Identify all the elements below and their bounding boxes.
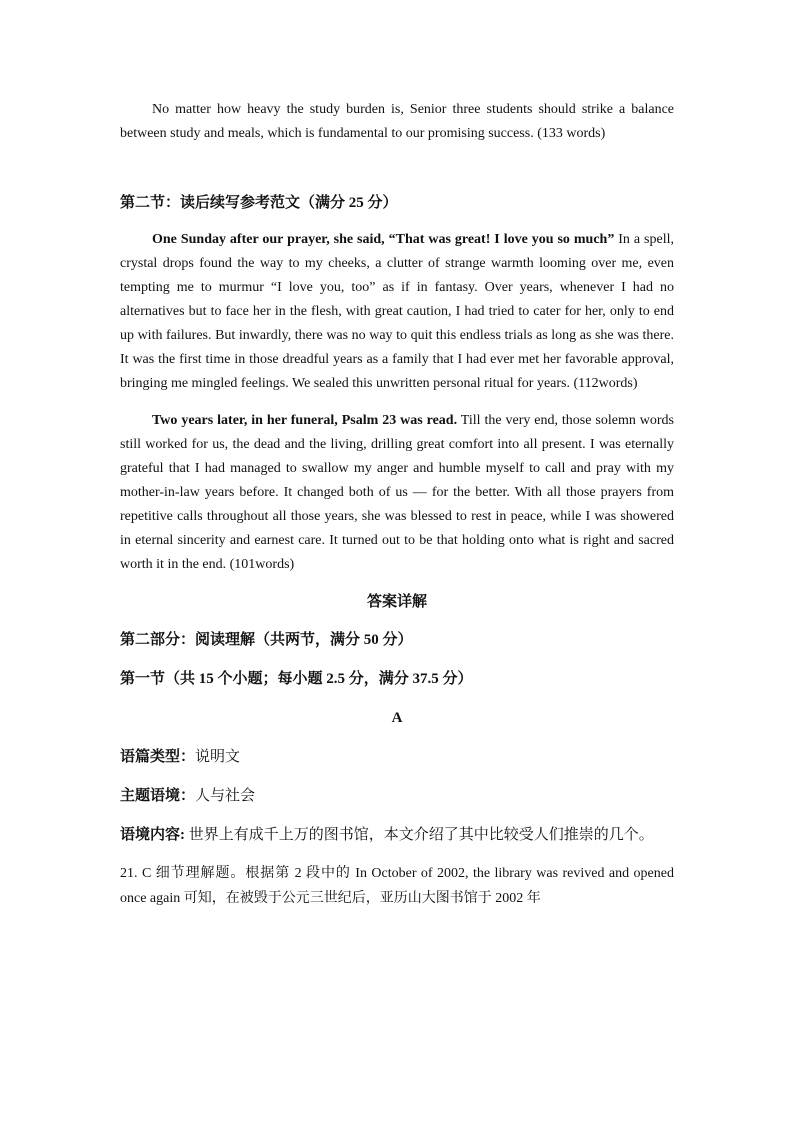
genre-value: 说明文	[195, 749, 241, 765]
context-value: 世界上有成千上万的图书馆，本文介绍了其中比较受人们推崇的几个。	[185, 827, 654, 843]
theme-line	[120, 783, 674, 809]
paragraph-1-body: In a spell, crystal drops found the way to my cheeks, a clutter of strange warmth looming over me, even tempting me to murmur “I love you, too” as if in fantasy. Over years, whenever I had no alternatives but to face her in the flesh, with great caution, I had tried to cater for her, only to end up with failures. But inwardly, there was no way to quit this endless trials as long as she was there. It was the first time in those dreadful years as a family that I had ever met her favorable approval, bringing me mingled feelings. We sealed this unwritten personal ritual for years. (112words)	[120, 232, 674, 391]
answers-title: 答案详解	[366, 594, 427, 610]
essay-paragraph-ending: No matter how heavy the study burden is, Senior three students should strike a balance between study and meals, which is fundamental to our promising success. (133 words)	[120, 102, 674, 141]
paragraph-2-body: Till the very end, those solemn words still worked for us, the dead and the living, drilling great comfort into all present. I was eternally grateful that I had managed to swallow my anger and humble myself to call and pray with my mother-in-law years before. It changed both of us — for the better. With all those prayers from repetitive calls throughout all those years, she was blessed to rest in peace, while I was showered in eternal sincerity and earnest care. It turned out to be that holding onto what is right and sacred worth it in the end. (101words)	[120, 413, 674, 572]
context-label: 语境内容:	[120, 827, 185, 843]
part2-heading: 第二部分：阅读理解（共两节，满分 50 分）	[120, 632, 413, 648]
context-line	[120, 822, 674, 848]
paragraph-2-lead-sentence: Two years later, in her funeral, Psalm 23 was read.	[152, 413, 458, 428]
genre-line	[120, 744, 674, 770]
passage-letter: A	[391, 710, 403, 726]
question-21-explanation: 21. C 细节理解题。根据第 2 段中的 In October of 2002, the library was revived and opened once again 可知，在被毁于公元三世纪后，亚历山大图书馆于 2002 年	[120, 866, 674, 906]
paragraph-1-lead-sentence: One Sunday after our prayer, she said, “That was great! I love you so much”	[152, 232, 615, 247]
section2-heading: 第二节：读后续写参考范文（满分 25 分）	[120, 195, 398, 211]
section1-heading: 第一节（共 15 个小题；每小题 2.5 分，满分 37.5 分）	[120, 671, 473, 687]
continuation-paragraph-2	[120, 409, 674, 577]
continuation-paragraph-1	[120, 228, 674, 396]
document-page	[120, 98, 674, 911]
genre-label: 语篇类型：	[120, 749, 196, 765]
theme-value: 人与社会	[195, 788, 256, 804]
theme-label: 主题语境：	[120, 788, 196, 804]
